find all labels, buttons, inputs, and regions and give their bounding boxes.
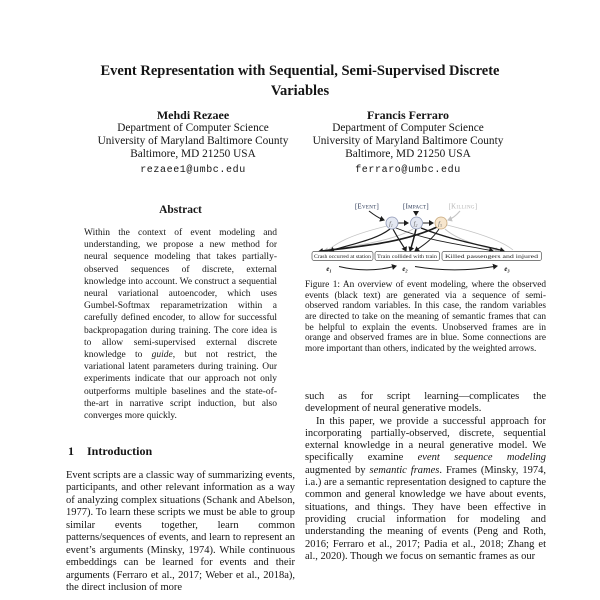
figure-diagram <box>306 194 542 278</box>
arc-e2-to-e3 <box>415 266 497 270</box>
frame-label-killing: [Killing] <box>448 203 478 211</box>
abstract-heading: Abstract <box>159 204 202 216</box>
arrow-killing-to-f3 <box>448 211 460 220</box>
figure-1 <box>306 194 542 278</box>
right-column-paragraph-1: such as for script learning—complicates the development of neural generative models. <box>305 391 546 415</box>
abstract-body <box>84 227 277 422</box>
section-title: Introduction <box>87 444 153 458</box>
author-department: Department of Computer Science <box>332 122 484 134</box>
figure-caption: Figure 1: An overview of event modeling, where the observed events (black text) are generated via a sequence of semi-observed random variables. In this case, the random variables are directed to take on the meaning of semantic frames that can be helpful to explain the events. Unobserved frames are in orange and observed frames are in blue. Some connections are more important than others, indicated by the weighted arrows. <box>305 280 546 354</box>
arc-e1-to-e2 <box>339 266 396 270</box>
author-university: University of Maryland Baltimore County <box>312 135 504 147</box>
author-name: Francis Ferraro <box>366 108 450 122</box>
event-var-e1: $e_1$ <box>326 266 332 274</box>
paper-title-line2: Variables <box>270 82 330 99</box>
frame-label-event: [Event] <box>354 203 380 211</box>
event-var-e3: $e_3$ <box>504 266 510 274</box>
right-column-text <box>305 391 546 563</box>
event-box-3-text: Killed passengers and injured <box>445 254 540 260</box>
section-number: 1 <box>68 444 74 458</box>
arrow-event-to-f1 <box>369 211 384 220</box>
author-address: Baltimore, MD 21250 USA <box>345 148 471 160</box>
author-name: Mehdi Rezaee <box>156 108 230 122</box>
right-column-paragraph-2: In this paper, we provide a successful approach for incorporating partially-observed, discrete, sequential external knowledge in a neural generative model. We specifically examine event sequence modeling augmented by semantic frames. Frames (Minsky, 1974, i.a.) are a semantic representation designed to capture the common and general knowledge we have about events, situations, and things. They have been effective in providing crucial information for modeling and understanding the meaning of events (Peng and Roth, 2016; Ferraro et al., 2017; Padia et al., 2018; Zhang et al., 2020). Though we focus on semantic frames as our <box>305 415 546 562</box>
event-box-2-text: Train collided with train <box>377 254 438 260</box>
edge-f2-e2 <box>410 229 416 251</box>
frame-node-label-f2: $f_2$ <box>413 220 418 228</box>
event-var-e2: $e_2$ <box>402 266 408 274</box>
introduction-paragraph: Event scripts are a classic way of summarizing events, participants, and other relevant information as a way of analyzing complex situations (Schank and Abelson, 1977). To learn these scripts we must be able to group similar events together, learn common patterns/sequences of events, and learn to represent an event’s arguments (Minsky, 1974). While continuous embeddings can be learned for events and their arguments (Ferraro et al., 2017; Weber et al., 2018a), the direct inclusion of more <box>66 470 295 594</box>
frame-label-impact: [Impact] <box>403 203 429 211</box>
introduction-text <box>66 470 295 595</box>
author-department: Department of Computer Science <box>117 122 269 134</box>
author-email: rezaee1@umbc.edu <box>140 165 246 176</box>
frame-node-label-f1: $f_1$ <box>389 220 393 228</box>
author-university: University of Maryland Baltimore County <box>97 135 289 147</box>
paper-title-line1: Event Representation with Sequential, Semi-Supervised Discrete <box>100 63 500 79</box>
edge-f3-right-light <box>447 225 513 250</box>
section-heading-introduction <box>68 444 152 459</box>
abstract-paragraph: Within the context of event modeling and understanding, we propose a new method for neural sequence modeling that takes partially-observed sequences of discrete, external knowledge into account. We construct a sequential neural variational autoencoder, which uses Gumbel-Softmax reparametrization within a carefully defined encoder, to allow for successful backpropagation during training. The core idea is to allow semi-supervised external discrete knowledge to guide, but not restrict, the variational latent parameters during training. Our experiments indicate that our approach not only outperforms multiple baselines and the state-of-the-art in narrative script induction, but also converges more quickly. <box>84 228 277 422</box>
frame-node-label-f3: $f_3$ <box>438 220 442 228</box>
author-email: ferraro@umbc.edu <box>355 165 461 176</box>
paper-title <box>0 62 600 101</box>
author-address: Baltimore, MD 21250 USA <box>130 148 256 160</box>
author-block-ferraro <box>260 109 556 176</box>
edge-f1-e1 <box>330 229 390 251</box>
event-box-1-text: Crash occurred at station <box>314 254 372 260</box>
